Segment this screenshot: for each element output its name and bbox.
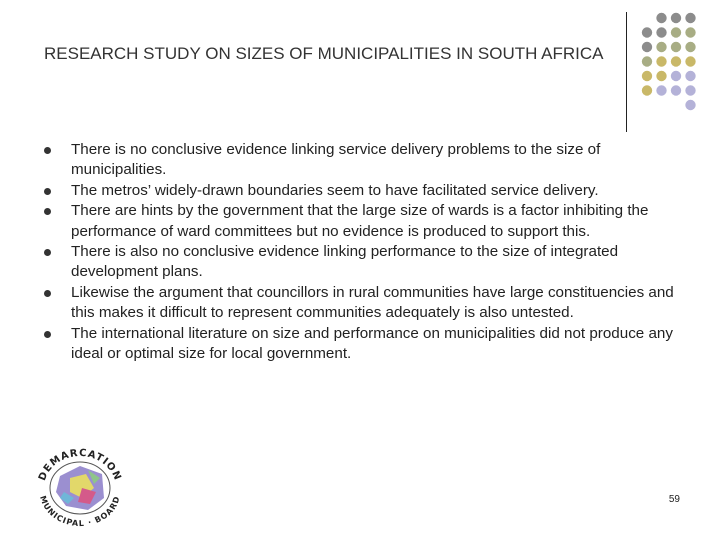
bullet-dot-icon xyxy=(44,290,51,297)
decorative-dot xyxy=(656,71,666,81)
logo-text-bottom: MUNICIPAL · BOARD xyxy=(38,494,122,528)
decorative-dot xyxy=(656,85,666,95)
decorative-divider-line xyxy=(626,12,627,132)
bullet-item: The international literature on size and performance on municipalities did not produce any ideal or optimal size for local government. xyxy=(44,324,684,365)
decorative-dot xyxy=(671,27,681,37)
decorative-dot xyxy=(642,27,652,37)
municipal-demarcation-board-logo xyxy=(30,448,130,528)
decorative-dot xyxy=(671,13,681,23)
decorative-dot xyxy=(656,42,666,52)
logo-text-top: DEMARCATION xyxy=(37,448,123,483)
bullet-dot-icon xyxy=(44,249,51,256)
decorative-dot xyxy=(656,13,666,23)
decorative-dot xyxy=(642,85,652,95)
decorative-dot xyxy=(685,100,695,110)
decorative-dot xyxy=(642,56,652,66)
decorative-dot xyxy=(671,42,681,52)
decorative-dot xyxy=(671,85,681,95)
bullet-item: There is also no conclusive evidence linking performance to the size of integrated development plans. xyxy=(44,242,684,283)
decorative-dot xyxy=(685,13,695,23)
bullet-item: There is no conclusive evidence linking service delivery problems to the size of municipalities. xyxy=(44,140,684,181)
decorative-dot xyxy=(656,27,666,37)
decorative-dot xyxy=(642,42,652,52)
decorative-dot xyxy=(656,56,666,66)
bullet-dot-icon xyxy=(44,147,51,154)
page-number: 59 xyxy=(668,494,680,505)
bullet-list xyxy=(44,140,684,364)
decorative-dot xyxy=(671,71,681,81)
bullet-dot-icon xyxy=(44,188,51,195)
decorative-dot xyxy=(685,85,695,95)
decorative-dot xyxy=(685,56,695,66)
slide-title: RESEARCH STUDY ON SIZES OF MUNICIPALITIES IN SOUTH AFRICA xyxy=(44,44,604,63)
decorative-dot xyxy=(685,27,695,37)
bullet-item: There are hints by the government that the large size of wards is a factor inhibiting the performance of ward committees but no evidence is produced to support this. xyxy=(44,201,684,242)
bullet-dot-icon xyxy=(44,331,51,338)
decorative-dot xyxy=(642,71,652,81)
bullet-dot-icon xyxy=(44,208,51,215)
decorative-dot-grid xyxy=(0,0,720,140)
decorative-dot xyxy=(671,56,681,66)
decorative-dot xyxy=(685,42,695,52)
bullet-item: Likewise the argument that councillors in rural communities have large constituencies and this makes it difficult to represent communities adequately is also untested. xyxy=(44,283,684,324)
decorative-dot xyxy=(685,71,695,81)
bullet-item: The metros’ widely-drawn boundaries seem to have facilitated service delivery. xyxy=(44,181,684,201)
